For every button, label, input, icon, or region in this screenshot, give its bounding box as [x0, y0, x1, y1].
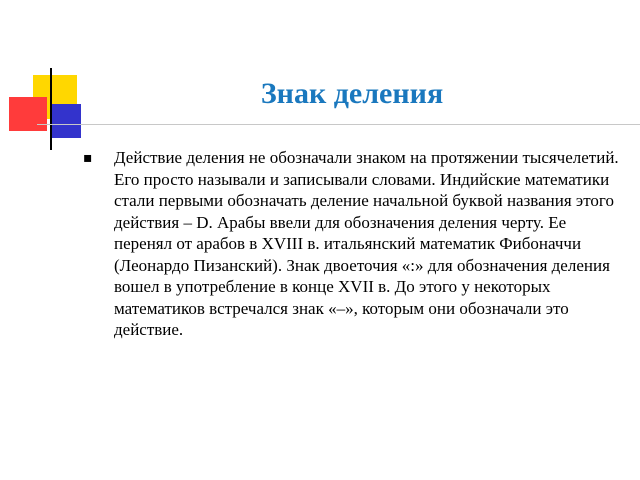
- decorative-squares-logo: [0, 0, 120, 150]
- bullet-icon: ▪: [83, 150, 93, 166]
- red-square: [9, 97, 47, 131]
- title-divider: [37, 124, 640, 125]
- blue-square: [51, 104, 81, 138]
- bullet-text: Действие деления не обозначали знаком на протяжении тысячелетий. Его просто называли и записывали словами. Индийские математики стали первыми обозначать деление начальной буквой названия этого действия – D. Арабы ввели для обозначения деления черту. Ее перенял от арабов в XVIII в. итальянский математик Фибоначчи (Леонардо Пизанский). Знак двоеточия «:» для обозначения деления вошел в употребление в конце XVII в. До этого у некоторых математиков встречался знак «–», которым они обозначали это действие.: [114, 148, 619, 339]
- slide-title: Знак деления: [260, 77, 444, 110]
- vertical-line: [50, 68, 52, 150]
- bullet-item: [83, 147, 623, 341]
- slide-content: [83, 147, 623, 341]
